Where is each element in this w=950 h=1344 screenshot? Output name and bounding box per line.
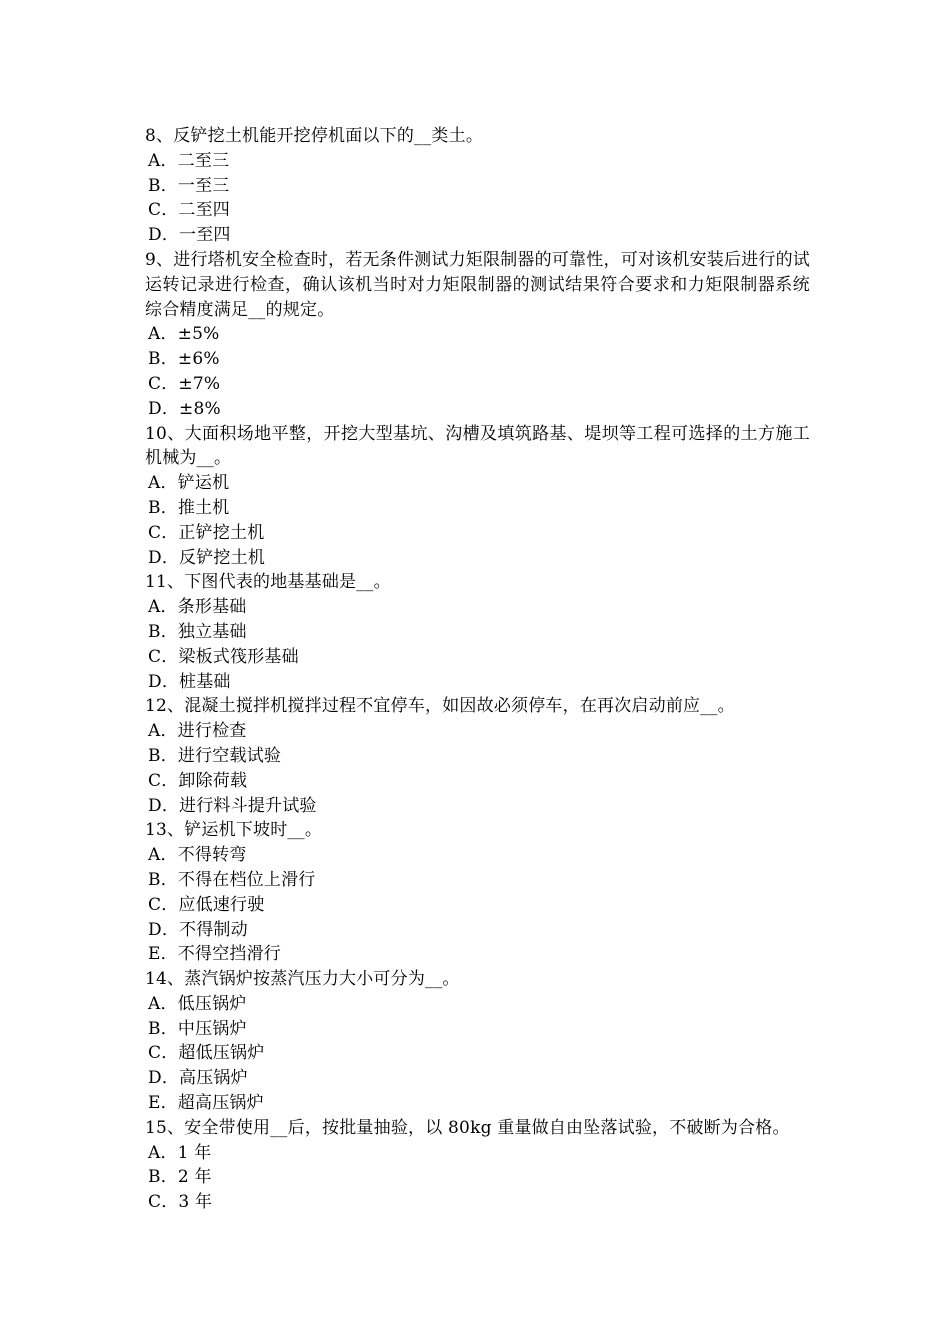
question-14-option-b: B．中压锅炉 — [148, 1018, 247, 1039]
question-13-option-b: B．不得在档位上滑行 — [148, 869, 316, 890]
question-14-option-a: A．低压锅炉 — [148, 993, 247, 1014]
question-8-option-d: D．一至四 — [148, 225, 231, 246]
question-15-option-a: A．1 年 — [148, 1142, 212, 1163]
question-11-option-b: B．独立基础 — [148, 621, 247, 642]
question-12-option-d: D．进行料斗提升试验 — [148, 795, 317, 816]
question-14-option-e: E．超高压锅炉 — [148, 1093, 264, 1114]
question-8-option-a: A．二至三 — [148, 150, 230, 171]
question-13-option-a: A．不得转弯 — [148, 845, 247, 866]
question-11: 11、下图代表的地基基础是__。 — [145, 572, 391, 593]
question-9: 9、进行塔机安全检查时，若无条件测试力矩限制器的可靠性，可对该机安装后进行的试运转记录进行检查，确认该机当时对力矩限制器的测试结果符合要求和力矩限制器系统综合精度满足__的规定。 — [145, 249, 810, 320]
question-9-option-b: B．±6% — [148, 349, 220, 370]
question-14: 14、蒸汽锅炉按蒸汽压力大小可分为__。 — [145, 969, 460, 990]
question-12: 12、混凝土搅拌机搅拌过程不宜停车，如因故必须停车，在再次启动前应__。 — [145, 696, 735, 717]
question-10-option-a: A．铲运机 — [148, 473, 230, 494]
question-11-option-d: D．桩基础 — [148, 671, 231, 692]
question-10-option-d: D．反铲挖土机 — [148, 547, 266, 568]
question-12-option-b: B．进行空载试验 — [148, 745, 282, 766]
question-10-option-b: B．推土机 — [148, 497, 230, 518]
question-15-option-b: B．2 年 — [148, 1167, 212, 1188]
question-10: 10、大面积场地平整，开挖大型基坑、沟槽及填筑路基、堤坝等工程可选择的土方施工机械为__。 — [145, 423, 810, 469]
question-9-option-c: C．±7% — [148, 373, 221, 394]
question-13-option-e: E．不得空挡滑行 — [148, 944, 282, 965]
question-14-option-d: D．高压锅炉 — [148, 1068, 248, 1089]
question-13: 13、铲运机下坡时__。 — [145, 820, 323, 841]
question-12-option-a: A．进行检查 — [148, 721, 247, 742]
question-9-option-a: A．±5% — [148, 324, 220, 345]
question-13-option-c: C．应低速行驶 — [148, 894, 265, 915]
question-11-option-a: A．条形基础 — [148, 597, 247, 618]
question-12-option-c: C．卸除荷载 — [148, 770, 248, 791]
question-8: 8、反铲挖土机能开挖停机面以下的__类土。 — [145, 126, 484, 146]
document-page — [145, 124, 810, 1215]
question-14-option-c: C．超低压锅炉 — [148, 1043, 265, 1064]
question-15: 15、安全带使用__后，按批量抽验，以 80kg 重量做自由坠落试验，不破断为合格。 — [145, 1117, 790, 1138]
question-10-option-c: C．正铲挖土机 — [148, 522, 265, 543]
question-8-option-b: B．一至三 — [148, 175, 230, 196]
question-13-option-d: D．不得制动 — [148, 919, 248, 940]
question-11-option-c: C．梁板式筏形基础 — [148, 646, 299, 667]
question-9-option-d: D．±8% — [148, 398, 221, 419]
question-15-option-c: C．3 年 — [148, 1192, 213, 1213]
question-8-option-c: C．二至四 — [148, 200, 231, 221]
